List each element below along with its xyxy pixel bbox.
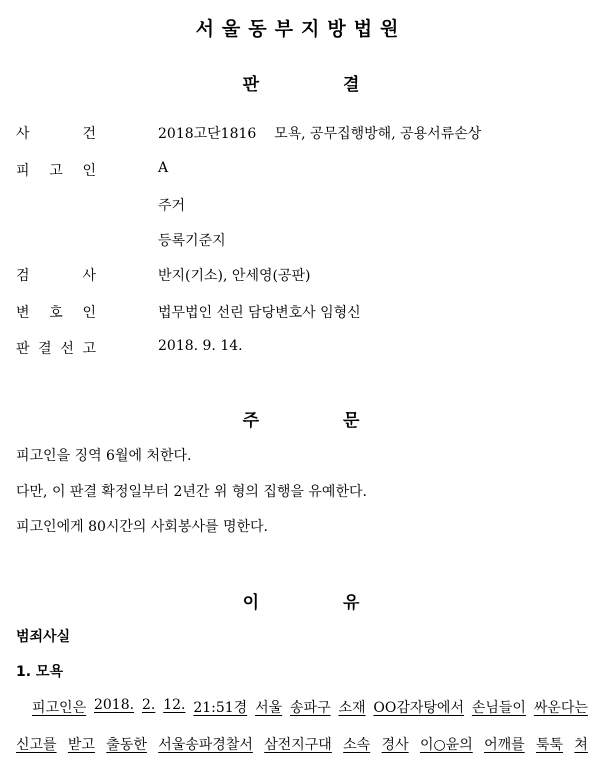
info-value: 반지(기소), 안세영(공판) xyxy=(158,268,311,284)
info-value: 2018고단1816 모욕, 공무집행방해, 공용서류손상 xyxy=(158,126,482,142)
info-value: 2018. 9. 14. xyxy=(158,338,243,354)
info-label-char: 판 xyxy=(16,341,30,357)
info-value: 법무법인 선린 담당변호사 임형신 xyxy=(158,305,361,321)
body-line-1 xyxy=(32,697,588,717)
body-word: 소재 xyxy=(338,700,366,716)
judgment-title xyxy=(0,70,602,95)
info-label-char: 결 xyxy=(38,341,52,357)
reason-heading-left: 이 xyxy=(242,593,259,613)
info-label-char: 피 xyxy=(16,163,30,179)
body-word: 21:51경 xyxy=(193,700,248,716)
body-word: 2. xyxy=(141,697,156,713)
judgment-title-left: 판 xyxy=(242,75,259,95)
body-word: 어깨를 xyxy=(484,737,525,753)
info-label-char: 인 xyxy=(82,305,96,321)
info-label-char: 고 xyxy=(49,163,63,179)
body-word: 싸운다는 xyxy=(533,700,588,716)
info-label-char: 고 xyxy=(82,341,96,357)
body-word: 서울송파경찰서 xyxy=(158,737,253,753)
body-word: 신고를 xyxy=(16,737,57,753)
info-label xyxy=(16,160,96,180)
body-word: 출동한 xyxy=(106,737,147,753)
info-label xyxy=(16,265,96,285)
reason-heading-right: 유 xyxy=(343,593,360,613)
order-heading-right: 문 xyxy=(343,411,360,431)
body-word: 이○윤의 xyxy=(419,737,473,753)
reason-heading xyxy=(0,588,602,613)
body-word: 삼전지구대 xyxy=(264,737,332,753)
order-heading-left: 주 xyxy=(242,411,259,431)
body-word: 쳐 xyxy=(574,737,588,753)
body-word: 서울 xyxy=(255,700,283,716)
order-line-2: 다만, 이 판결 확정일부터 2년간 위 형의 집행을 유예한다. xyxy=(16,484,367,500)
body-word: 받고 xyxy=(67,737,95,753)
order-line-1: 피고인을 징역 6월에 처한다. xyxy=(16,448,192,464)
body-word: 손님들이 xyxy=(471,700,526,716)
court-name: 서울동부지방법원 xyxy=(195,18,407,40)
info-label-char: 사 xyxy=(16,126,30,142)
judgment-title-right: 결 xyxy=(343,75,360,95)
body-word: 피고인은 xyxy=(32,700,87,716)
info-value: A xyxy=(158,160,169,176)
info-value: 등록기준지 xyxy=(158,233,226,249)
insult-subheading: 1. 모욕 xyxy=(16,664,63,680)
crime-facts-heading: 범죄사실 xyxy=(16,629,71,645)
body-line-2 xyxy=(16,734,588,754)
info-label xyxy=(16,302,96,322)
body-word: 소속 xyxy=(343,737,371,753)
info-label-char: 건 xyxy=(82,126,96,142)
info-label xyxy=(16,338,96,358)
info-label-char: 검 xyxy=(16,268,30,284)
info-label-char: 선 xyxy=(60,341,74,357)
info-label-char: 호 xyxy=(49,305,63,321)
body-word: 2018. xyxy=(93,697,135,713)
body-word: 송파구 xyxy=(290,700,331,716)
body-word: OO감자탕에서 xyxy=(373,700,464,716)
body-word: 12. xyxy=(163,697,186,713)
info-label-char: 사 xyxy=(82,268,96,284)
order-heading xyxy=(0,406,602,431)
body-word: 경사 xyxy=(381,737,409,753)
info-label-char: 인 xyxy=(82,163,96,179)
body-word: 툭툭 xyxy=(535,737,564,753)
info-label xyxy=(16,123,96,143)
info-label-char: 변 xyxy=(16,305,30,321)
info-value: 주거 xyxy=(158,198,186,214)
order-line-3: 피고인에게 80시간의 사회봉사를 명한다. xyxy=(16,519,268,535)
